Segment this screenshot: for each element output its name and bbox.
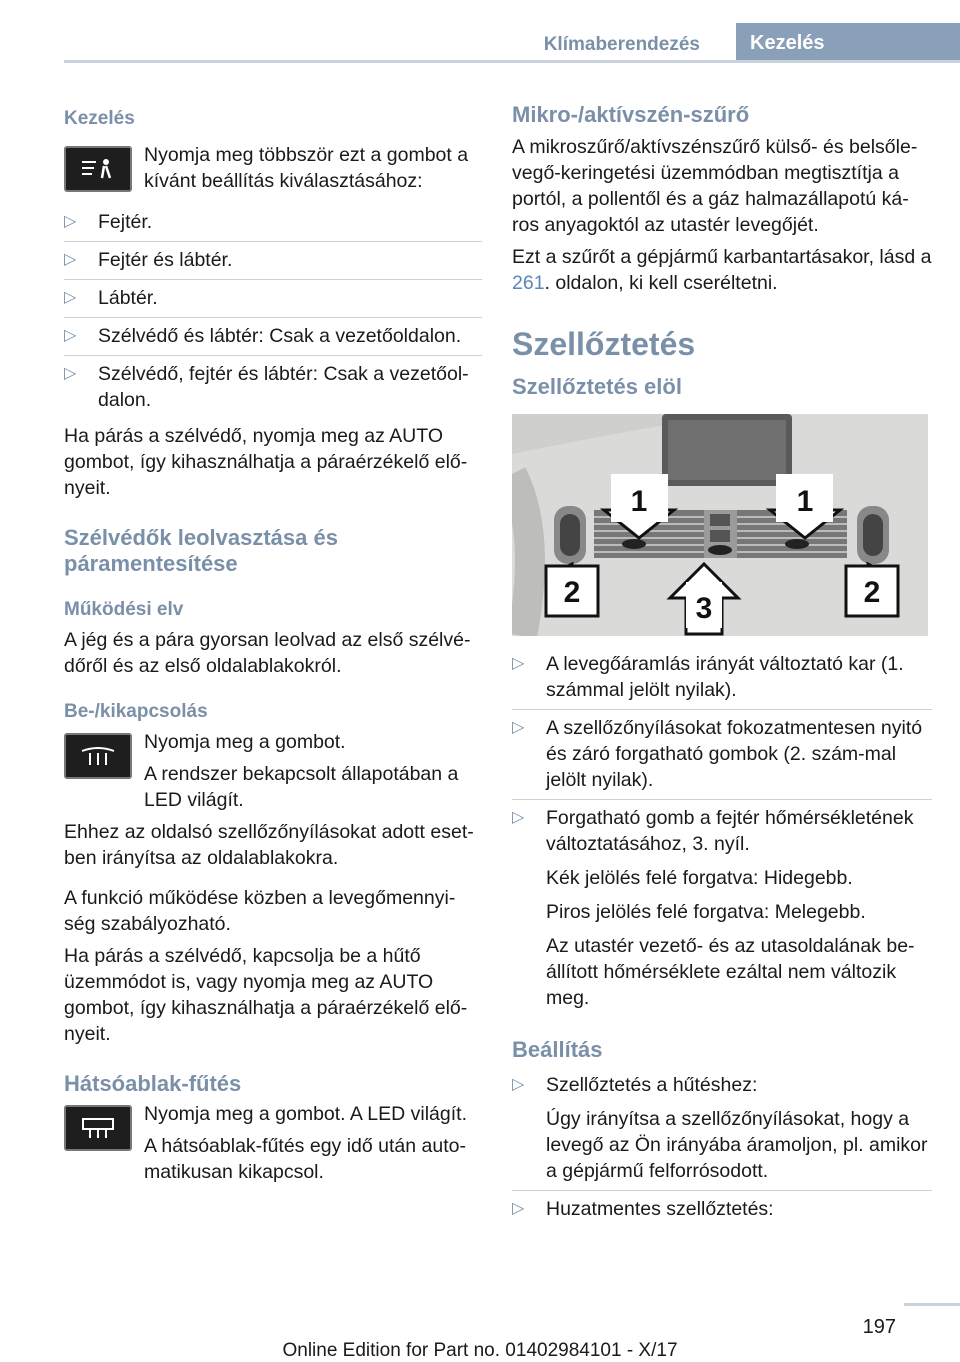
- hatso-text1: Nyomja meg a gombot. A LED világít.: [144, 1103, 467, 1125]
- list-item: ▷ Lábtér.: [64, 280, 482, 318]
- list-item: ▷ Fejtér.: [64, 204, 482, 242]
- mikro-text: A mikroszűrő/aktívszénszűrő külső- és belsőle‐vegő-keringetési üzemmódban megtisztítja a portól, a pollentől és a gáz halmazállapotú ká‐ros anyagoktól az utastér levegőjét.: [512, 136, 918, 236]
- dashboard-illustration: [512, 414, 928, 636]
- mukodesi-text: A jég és a pára gyorsan leolvad az első szélvé‐dőről és az első oldalablakokról.: [64, 629, 471, 677]
- right-column: [512, 100, 932, 1228]
- page-link[interactable]: 261: [512, 272, 545, 294]
- figure-label-2-left: 2: [563, 576, 581, 609]
- header-section-title: Klímaberendezés: [543, 34, 700, 55]
- list-item: ▷ Huzatmentes szellőztetés:: [512, 1198, 774, 1220]
- item3-sub2: Piros jelölés felé forgatva: Melegebb.: [546, 901, 866, 923]
- item3-sub3: Az utastér vezető- és az utasoldalának be‐állított hőmérséklete ezáltal nem változik meg.: [546, 935, 915, 1009]
- hatso-heading: Hátsóablak-fűtés: [64, 1071, 242, 1096]
- list-item: ▷ A szellőzőnyílásokat fokozatmentesen nyitó és záró forgatható gombok (2. szám‐mal jelölt nyilak).: [512, 710, 932, 800]
- kezeles-list: [64, 204, 482, 419]
- rear-defrost-row: [64, 1101, 482, 1185]
- mukodesi-heading: Működési elv: [64, 599, 184, 620]
- kezeles-text: Nyomja meg többször ezt a gombot a kívánt beállítás kiválasztásához:: [144, 144, 469, 192]
- page-number-rule: [904, 1303, 960, 1306]
- bekapcs-text5: Ha párás a szélvédő, kapcsolja be a hűtő üzemmódot is, vagy nyomja meg az AUTO gombot, így kihasználhatja a páraérzékelő elő‐nyeit.: [64, 945, 468, 1045]
- figure-label-1-right: 1: [796, 485, 814, 518]
- mikro-text2: Ezt a szűrőt a gépjármű karbantartásakor, lásd a 261. oldalon, ki kell cseréltetni.: [512, 246, 932, 294]
- triangle-bullet-icon: ▷: [64, 213, 77, 230]
- bekapcs-heading: Be-/kikapcsolás: [64, 701, 208, 722]
- triangle-bullet-icon: ▷: [512, 719, 525, 736]
- kezeles-heading: Kezelés: [64, 108, 135, 129]
- header-rule: [64, 60, 960, 63]
- page-header: [0, 0, 960, 62]
- beall-item1-sub: Úgy irányítsa a szellőzőnyílásokat, hogy a levegő az Ön irányába áramoljon, pl. amikor a gépjármű felforrósodott.: [546, 1108, 928, 1182]
- triangle-bullet-icon: ▷: [512, 655, 525, 672]
- szell-heading: Szellőztetés: [512, 326, 696, 362]
- list-item: ▷ A levegőáramlás irányát változtató kar (1. számmal jelölt nyilak).: [512, 646, 932, 710]
- windshield-defrost-button-icon: [64, 733, 132, 779]
- bekapcs-text3: Ehhez az oldalsó szellőzőnyílásokat adott eset‐ben irányítsa az oldalablakokra.: [64, 821, 474, 869]
- figure-label-1-left: 1: [630, 485, 648, 518]
- triangle-bullet-icon: ▷: [64, 251, 77, 268]
- vent-controls-list: [512, 646, 932, 1017]
- air-distribution-button-icon: [64, 146, 132, 192]
- triangle-bullet-icon: ▷: [512, 809, 525, 826]
- header-tab[interactable]: Kezelés: [736, 23, 960, 63]
- mikro-heading: Mikro-/aktívszén-szűrő: [512, 102, 750, 127]
- bekapcs-text4: A funkció működése közben a levegőmennyi‐ség szabályozható.: [64, 887, 456, 935]
- defrost-heading: Szélvédők leolvasztása és páramentesítése: [64, 525, 338, 576]
- dashboard-vents-figure: [512, 414, 928, 636]
- triangle-bullet-icon: ▷: [512, 1076, 525, 1093]
- beallitas-heading: Beállítás: [512, 1037, 603, 1062]
- air-distribution-row: [64, 142, 482, 194]
- rear-window-defrost-button-icon: [64, 1105, 132, 1151]
- defrost-row: [64, 729, 482, 813]
- hatso-text2: A hátsóablak-fűtés egy idő után auto‐matikusan kikapcsol.: [144, 1135, 466, 1183]
- list-item: ▷ Szélvédő, fejtér és lábtér: Csak a vezetőol‐dalon.: [64, 363, 469, 411]
- page-number: 197: [862, 1316, 896, 1338]
- left-column: [64, 100, 482, 1185]
- beallitas-list: [512, 1067, 932, 1228]
- triangle-bullet-icon: ▷: [64, 327, 77, 344]
- bekapcs-text1: Nyomja meg a gombot.: [144, 731, 346, 753]
- list-item: ▷ Forgatható gomb a fejtér hőmérsékletének változtatásához, 3. nyíl. Kék jelölés felé forgatva: Hidegebb. Piros jelölés felé forgatva: Melegebb. Az utastér vezető- és az utasoldalának be‐állított hőmérséklete ezáltal nem változik meg.: [512, 800, 932, 1017]
- triangle-bullet-icon: ▷: [512, 1200, 525, 1217]
- item3-sub1: Kék jelölés felé forgatva: Hidegebb.: [546, 867, 853, 889]
- edition-footer: Online Edition for Part no. 01402984101 - X/17: [282, 1340, 678, 1361]
- list-item: ▷ Szélvédő és lábtér: Csak a vezetőoldalon.: [64, 318, 482, 356]
- bekapcs-text2: A rendszer bekapcsolt állapotában a LED világít.: [144, 763, 459, 811]
- triangle-bullet-icon: ▷: [64, 365, 77, 382]
- list-item: ▷ Fejtér és lábtér.: [64, 242, 482, 280]
- figure-label-2-right: 2: [863, 576, 881, 609]
- kezeles-note: Ha párás a szélvédő, nyomja meg az AUTO gombot, így kihasználhatja a páraérzékelő elő‐nyeit.: [64, 425, 468, 499]
- figure-label-3: 3: [695, 592, 713, 625]
- szell-elol-heading: Szellőztetés elöl: [512, 374, 682, 399]
- triangle-bullet-icon: ▷: [64, 289, 77, 306]
- list-item: ▷ Szellőztetés a hűtéshez: Úgy irányítsa a szellőzőnyílásokat, hogy a levegő az Ön irányába áramoljon, pl. amikor a gépjármű felforrósodott.: [512, 1067, 932, 1191]
